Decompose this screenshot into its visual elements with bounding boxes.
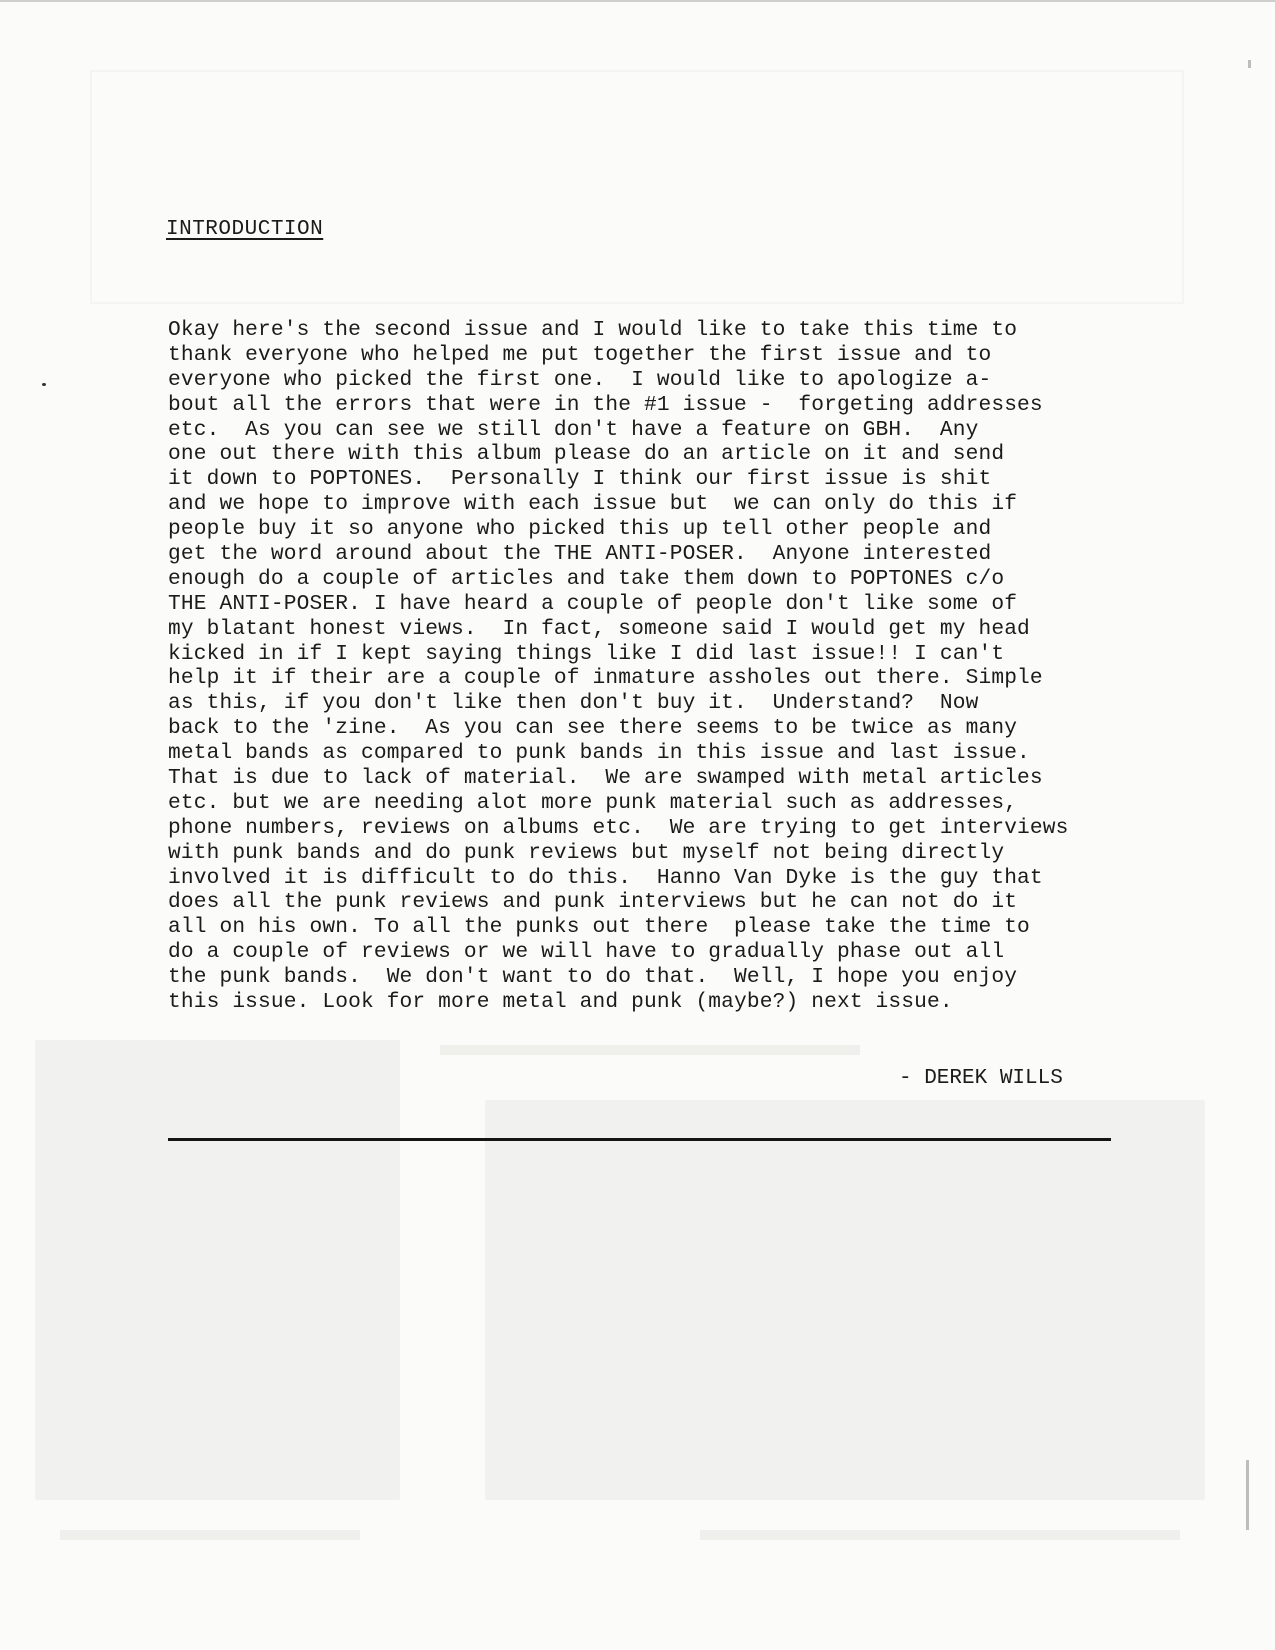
horizontal-divider [168,1138,1111,1141]
body-line: all on his own. To all the punks out there please take the time to [168,915,1030,940]
body-line: enough do a couple of articles and take them down to POPTONES c/o [168,566,1005,591]
body-line: phone numbers, reviews on albums etc. We are trying to get interviews [168,815,1069,840]
introduction-body [168,318,1069,1015]
body-line: kicked in if I kept saying things like I did last issue!! I can't [168,641,1005,666]
bleed-through-caption-top [440,1045,860,1055]
body-line: the punk bands. We don't want to do that. Well, I hope you enjoy [168,965,1018,990]
ink-speck [42,383,46,386]
body-line: people buy it so anyone who picked this up tell other people and [168,517,992,542]
body-line: my blatant honest views. In fact, someone said I would get my head [168,616,1030,641]
body-line: does all the punk reviews and punk interviews but he can not do it [168,890,1018,915]
scan-top-edge [0,0,1275,2]
scan-edge-mark [1248,60,1251,68]
bleed-through-image-left [35,1040,400,1500]
body-line: thank everyone who helped me put together the first issue and to [168,342,992,367]
bleed-through-image-right [485,1100,1205,1500]
body-line: with punk bands and do punk reviews but myself not being directly [168,840,1005,865]
body-line: back to the 'zine. As you can see there seems to be twice as many [168,716,1018,741]
page-heading: INTRODUCTION [166,218,324,241]
body-line: etc. but we are needing alot more punk material such as addresses, [168,790,1018,815]
author-signature: - DEREK WILLS [899,1067,1063,1090]
body-line: get the word around about the THE ANTI-POSER. Anyone interested [168,542,992,567]
bleed-through-caption-left [60,1530,360,1540]
body-line: as this, if you don't like then don't buy it. Understand? Now [168,691,979,716]
body-line: do a couple of reviews or we will have to gradually phase out all [168,940,1005,965]
body-line: metal bands as compared to punk bands in this issue and last issue. [168,741,1030,766]
body-line: everyone who picked the first one. I would like to apologize a- [168,367,992,392]
body-line: help it if their are a couple of inmature assholes out there. Simple [168,666,1043,691]
scan-edge-mark [1246,1460,1249,1530]
body-line: this issue. Look for more metal and punk (maybe?) next issue. [168,990,953,1015]
bleed-through-caption-right [700,1530,1180,1540]
body-line: Okay here's the second issue and I would like to take this time to [168,318,1018,342]
body-line: and we hope to improve with each issue but we can only do this if [168,492,1018,517]
body-line: it down to POPTONES. Personally I think our first issue is shit [168,467,992,492]
body-line: bout all the errors that were in the #1 issue - forgeting addresses [168,392,1043,417]
body-line: THE ANTI-POSER. I have heard a couple of people don't like some of [168,591,1018,616]
body-line: etc. As you can see we still don't have a feature on GBH. Any [168,417,979,442]
body-line: one out there with this album please do an article on it and send [168,442,1005,467]
body-line: involved it is difficult to do this. Hanno Van Dyke is the guy that [168,865,1043,890]
body-line: That is due to lack of material. We are swamped with metal articles [168,766,1043,791]
bleed-through-title-artifact [90,70,1184,304]
